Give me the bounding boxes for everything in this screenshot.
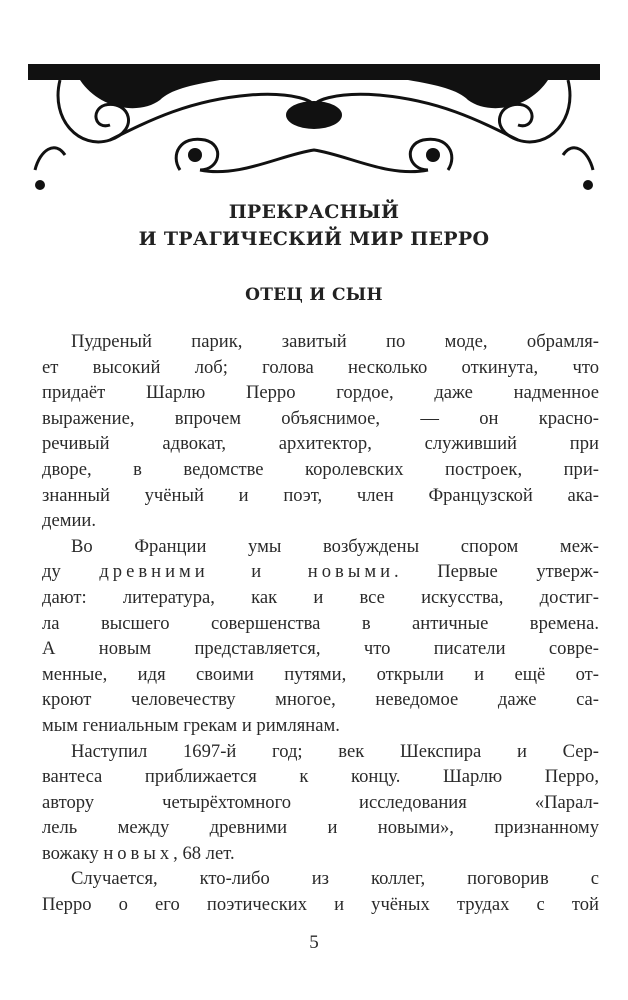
text-segment: Наступил 1697-й год; век Шекспира и Сер- (71, 740, 599, 762)
text-segment: кроют человечеству многое, неведомое даже са- (42, 689, 599, 711)
text-line (42, 764, 599, 790)
text-line (42, 355, 599, 381)
text-segment: придаёт Шарлю Перро гордое, даже надменное (42, 382, 599, 404)
text-segment: А новым представляется, что писатели совре- (42, 638, 599, 660)
text-line (42, 790, 599, 816)
text-segment: демии. (42, 510, 97, 532)
text-segment: выражение, впрочем объяснимое, — он красно- (42, 407, 599, 429)
text-segment: вожаку (42, 842, 104, 864)
text-segment: Случается, кто-либо из коллег, поговорив с (71, 868, 599, 890)
paragraph (42, 866, 599, 917)
paragraph (42, 329, 599, 534)
text-segment: знанный учёный и поэт, член Французской ака- (42, 484, 599, 506)
text-segment: , 68 лет. (173, 842, 235, 864)
text-segment: ду (42, 561, 100, 583)
section-subtitle: ОТЕЦ И СЫН (245, 285, 383, 305)
text-segment: ла высшего совершенства в античные времена. (42, 612, 599, 634)
text-segment: Пудреный парик, завитый по моде, обрамля- (71, 331, 599, 352)
chapter-title-line-1: ПРЕКРАСНЫЙ (228, 201, 400, 223)
text-segment: речивый адвокат, архитектор, служивший при (42, 433, 599, 455)
decorative-ornament-header (20, 60, 608, 195)
text-segment: дают: литература, как и все искусства, достиг- (42, 586, 599, 608)
text-line (42, 892, 599, 918)
text-line (42, 841, 599, 867)
text-line (42, 636, 599, 662)
text-segment: мым гениальным грекам и римлянам. (42, 714, 340, 736)
text-line (42, 534, 599, 560)
text-line (42, 662, 599, 688)
text-segment: дворе, в ведомстве королевских построек, при- (42, 458, 599, 480)
body-text (42, 329, 599, 918)
paragraph (42, 739, 599, 867)
text-segment: вантеса приближается к концу. Шарлю Перро, (42, 766, 599, 788)
page-number: 5 (309, 932, 319, 953)
text-line (42, 559, 599, 585)
text-line (42, 585, 599, 611)
text-line (42, 457, 599, 483)
text-line (42, 739, 599, 765)
text-segment: Во Франции умы возбуждены спором меж- (71, 535, 599, 557)
text-line (42, 406, 599, 432)
text-line (42, 483, 599, 509)
text-segment: Перро о его поэтических и учёных трудах с той (42, 894, 599, 916)
spaced-emphasis: древними и новыми (99, 561, 395, 583)
text-segment: автору четырёхтомного исследования «Парал- (42, 791, 599, 813)
text-line (42, 329, 599, 355)
text-line (42, 815, 599, 841)
text-line (42, 380, 599, 406)
text-line (42, 866, 599, 892)
text-line (42, 687, 599, 713)
text-line (42, 713, 599, 739)
text-segment: лель между древними и новыми», признанному (42, 817, 599, 839)
text-line (42, 431, 599, 457)
text-line (42, 508, 599, 534)
paragraph (42, 534, 599, 739)
spaced-emphasis: новых (103, 842, 174, 864)
text-segment: . Первые утверж- (394, 561, 599, 583)
chapter-title-line-2: И ТРАГИЧЕСКИЙ МИР ПЕРРО (138, 228, 490, 250)
text-segment: менные, идя своими путями, открыли и ещё от- (42, 663, 599, 685)
text-line (42, 611, 599, 637)
text-segment: ет высокий лоб; голова несколько откинута, что (42, 356, 599, 378)
